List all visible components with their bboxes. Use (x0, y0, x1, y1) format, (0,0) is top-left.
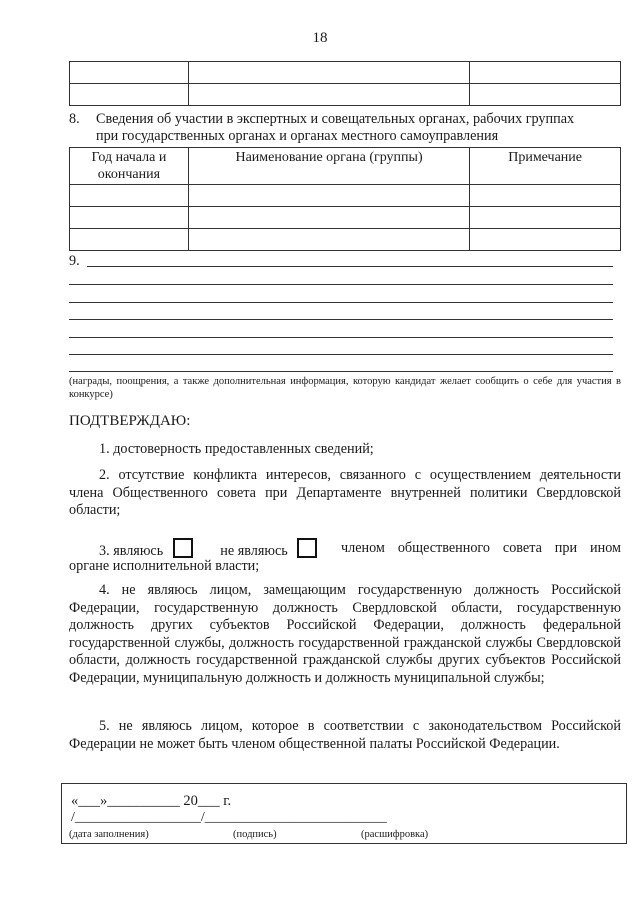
table-cell (470, 84, 621, 106)
table-cell (70, 84, 189, 106)
column-header-years: Год начала и окончания (70, 148, 189, 185)
table-cell (470, 229, 621, 251)
section-8-table (69, 147, 621, 251)
item-3-is-label: 3. являюсь (99, 543, 164, 559)
column-header-note: Примечание (470, 148, 621, 185)
label-decode: (расшифровка) (361, 829, 429, 840)
signature-fill-line[interactable]: /__________________/__________________________ (71, 810, 387, 825)
confirm-item-5: 5. не являюсь лицом, которое в соответствии с законодательством Российской Федерации не может быть членом общественной палаты Российской Федерации. (69, 718, 621, 752)
section-9-line (69, 302, 613, 303)
section-8-title-line1: Сведения об участии в экспертных и совещательных органах, рабочих группах (96, 111, 575, 127)
section-9-line (87, 266, 613, 267)
confirm-heading: ПОДТВЕРЖДАЮ: (69, 413, 191, 429)
section-9-line (69, 284, 613, 285)
table-cell (70, 185, 189, 207)
confirm-item-1: 1. достоверность предоставленных сведений; (99, 441, 374, 457)
previous-section-table (69, 61, 621, 106)
column-header-organ: Наименование органа (группы) (188, 148, 469, 185)
table-cell (188, 229, 469, 251)
table-cell (188, 62, 469, 84)
page-number: 18 (312, 30, 328, 46)
section-8-title-line2: при государственных органах и органах местного самоуправления (96, 128, 499, 144)
label-signature: (подпись) (233, 829, 277, 840)
table-cell (188, 207, 469, 229)
table-cell (70, 62, 189, 84)
table-cell (70, 207, 189, 229)
table-cell (470, 62, 621, 84)
section-9-number: 9. (69, 253, 80, 269)
section-9-note: (награды, поощрения, а также дополнительная информация, которую кандидат желает сообщить о себе для участия в конкурсе) (69, 376, 621, 400)
confirm-item-4: 4. не являюсь лицом, замещающим государственную должность Российской Федерации, государственную должность Свердловской области, государственную должность других субъектов Российской Федерации, должность федеральной государственной службы, должность государственной гражданской службы Свердловской области, должность государственной гражданской службы других субъектов Российской Федерации, муниципальную должность и должность муниципальной службы; (69, 582, 621, 686)
date-fill-line[interactable]: «___»__________ 20___ г. (71, 793, 232, 809)
table-cell (470, 207, 621, 229)
table-cell (70, 229, 189, 251)
section-9-line (69, 354, 613, 355)
section-9-line (69, 319, 613, 320)
confirm-item-2: 2. отсутствие конфликта интересов, связанного с осуществлением деятельности члена Общественного совета при Департаменте внутренней политики Свердловской области; (69, 467, 621, 518)
confirm-item-3-text: членом общественного совета при ином органе исполнительной власти; (69, 540, 621, 574)
item-3-is-not-label: не являюсь (220, 543, 288, 559)
label-date: (дата заполнения) (69, 829, 149, 840)
section-8-number: 8. (69, 111, 80, 127)
section-9-line (69, 337, 613, 338)
table-cell (188, 84, 469, 106)
section-9-line (69, 371, 613, 372)
table-cell (188, 185, 469, 207)
table-cell (470, 185, 621, 207)
